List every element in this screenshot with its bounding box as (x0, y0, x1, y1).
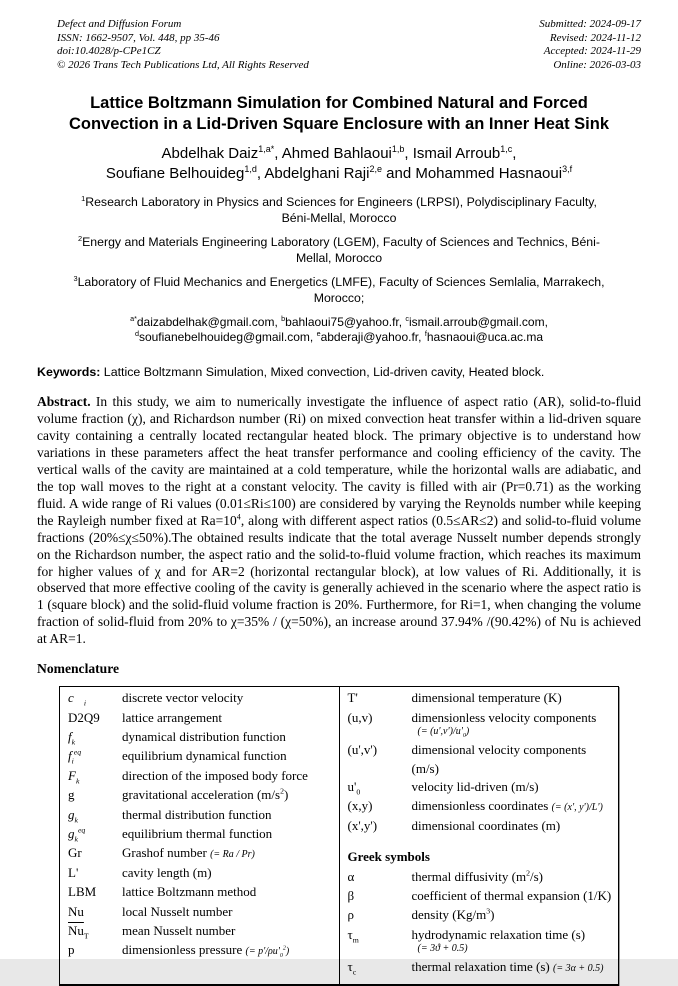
journal-info (37, 18, 309, 73)
symbol: β (347, 888, 355, 904)
affiliation-2 (37, 235, 641, 267)
affiliation-3 (37, 275, 641, 307)
nomenclature-row (348, 906, 615, 925)
submission-dates (539, 18, 641, 73)
submitted-date: Submitted: 2024-09-17 (539, 18, 641, 30)
nomenclature-heading: Nomenclature (37, 661, 120, 677)
greek-symbols-heading: Greek symbols (347, 849, 430, 865)
revised-date: Revised: 2024-11-12 (549, 31, 641, 44)
symbol: Nu (68, 903, 84, 919)
nomenclature-row (348, 709, 615, 728)
symbol: $\tau_m$ (347, 926, 359, 945)
symbol: (x,y) (347, 798, 373, 814)
definition-note: (= $(u',v')/u'_0$) (417, 726, 470, 739)
abstract (37, 394, 641, 648)
nomenclature-row (68, 825, 335, 844)
nomenclature-row (348, 848, 615, 867)
accepted-date: Accepted: 2024-11-29 (543, 45, 641, 58)
nomenclature-row (68, 747, 335, 766)
paper-title (37, 93, 641, 135)
definition: equilibrium thermal function (122, 825, 273, 841)
definition: mean Nusselt number (122, 922, 236, 938)
author-emails (37, 315, 641, 347)
definition: Grashof number (= Ra / Pr) (122, 845, 255, 861)
definition: coefficient of thermal expansion (1/K) (411, 888, 612, 904)
emails-line2: $^d$soufianebelhouideg@gmail.com, $^e$abderaji@yahoo.fr, $^f$hasnaoui@uca.ac.ma (134, 329, 544, 345)
affiliation-2-line1: $^2$Energy and Materials Engineering Laboratory (LGEM), Faculty of Sciences and Technics, Béni- (78, 233, 600, 249)
nomenclature-row (348, 741, 615, 778)
nomenclature-row (68, 709, 335, 728)
nomenclature-row (348, 868, 615, 887)
symbol: $F_k$ (68, 767, 80, 786)
keywords-label: Keywords: (37, 365, 101, 380)
definition: equilibrium dynamical function (122, 748, 287, 764)
definition: lattice arrangement (122, 709, 222, 725)
symbol: p (68, 942, 75, 958)
definition: thermal distribution function (122, 806, 272, 822)
nomenclature-row (68, 903, 335, 922)
affiliation-3-line2: Morocco; (313, 290, 365, 305)
definition: cavity length (m) (122, 864, 212, 880)
symbol: (u',v') (347, 742, 378, 758)
nomenclature-right-column (340, 687, 619, 984)
nomenclature-row (348, 958, 615, 977)
symbol: ρ (347, 907, 354, 923)
nomenclature-row (68, 728, 335, 747)
nomenclature-table (59, 686, 619, 986)
copyright-line: © 2026 Trans Tech Publications Ltd, All Rights Reserved (57, 58, 309, 71)
abstract-text: In this study, we aim to numerically investigate the influence of aspect ratio (AR), solid-to-fluid volume fraction (χ), and Richardson number (Ri) on mixed convection heat transfer within a lid-driven square cavity containing a centrally located rectangular heated block. The primary objective is to understand how variations in these parameters affect the heat transfer performance and cooling efficiency of the cavity. The vertical walls of the cavity are maintained at a cold temperature, while the horizontal walls are adiabatic, and the top wall moves to the right at a constant velocity. The cavity is filled with air (Pr=0.71) as the working fluid. A wide range of Ri values (0.01≤Ri≤100) are considered by varying the Reynolds number while keeping the Rayleigh number fixed at $Ra=10^4$, along with different aspect ratios (0.5≤AR≤2) and solid-to-fluid volume fractions (20%≤χ≤50%).The obtained results indicate that the total average Nusselt number depends strongly on the Richardson number, the aspect ratio and the solid-to-fluid volume fraction, which reaches its maximum for higher values of χ and for AR=2 (horizontal rectangular block), at low values of Ri. Additionally, it is observed that more effective cooling of the cavity is generally achieved in the scenario where the aspect ratio is 1 (square block) and the solid-fluid volume fraction is 20%. Furthermore, for Ri=1, when changing the volume fraction of solid-fluid from 20% to χ=35% / (χ=50%), an increase around 37.94% /(90.42%) of Nu is achieved at AR=1. (37, 394, 641, 647)
keywords-text: Lattice Boltzmann Simulation, Mixed convection, Lid-driven cavity, Heated block. (100, 365, 545, 380)
nomenclature-row (68, 767, 335, 786)
nomenclature-row (68, 864, 335, 883)
nomenclature-row (68, 844, 335, 863)
emails-line1: $^{a*}$daizabdelhak@gmail.com, $^b$bahlaoui75@yahoo.fr, $^c$ismail.arroub@gmail.com, (130, 313, 548, 329)
nomenclature-row (68, 941, 335, 960)
symbol: $u'_0$ (347, 779, 361, 797)
definition: dimensional velocity components (m/s) (411, 742, 587, 776)
nomenclature-row (68, 786, 335, 805)
symbol: LBM (68, 884, 97, 900)
keywords (37, 365, 641, 379)
definition: gravitational acceleration $(m/s^2)$ (122, 786, 289, 803)
symbol: $g_k^{eq}$ (68, 825, 86, 844)
paper-title-line2: Convection in a Lid-Driven Square Enclosure with an Inner Heat Sink (68, 114, 610, 133)
symbol: $c⃗_i$ (68, 690, 87, 708)
authors-line1: Abdelhak Daiz$^{1,a*}$, Ahmed Bahlaoui$^{1,b}$, Ismail Arroub$^{1,c}$, (161, 143, 517, 162)
affiliation-1 (37, 195, 641, 227)
definition: dimensional temperature (K) (411, 690, 562, 706)
nomenclature-row (348, 797, 615, 816)
symbol: g (68, 787, 75, 803)
nomenclature-row (68, 883, 335, 902)
definition-note: (= 3ϑ + 0.5) (417, 943, 468, 955)
symbol: $f_k$ (68, 729, 76, 747)
definition: dimensionless velocity components (411, 709, 597, 725)
symbol: L' (68, 864, 79, 880)
definition: lattice Boltzmann method (122, 884, 257, 900)
nomenclature-row (68, 806, 335, 825)
doi-line: doi:10.4028/p-CPe1CZ (57, 45, 161, 58)
online-date: Online: 2026-03-03 (553, 58, 641, 71)
symbol: $g_k$ (68, 806, 78, 825)
nomenclature-row (348, 778, 615, 797)
nomenclature-row (348, 887, 615, 906)
nomenclature-row (68, 922, 335, 941)
journal-name: Defect and Diffusion Forum (57, 18, 182, 30)
abstract-label: Abstract. (37, 394, 91, 410)
symbol: $f_i^{eq}$ (68, 748, 82, 766)
symbol: D2Q9 (68, 709, 100, 725)
definition: thermal relaxation time (s) (= 3α + 0.5) (411, 959, 604, 975)
authors (37, 144, 641, 184)
definition: hydrodynamic relaxation time (s) (411, 926, 586, 942)
definition: velocity lid-driven (m/s) (411, 779, 539, 795)
journal-header (37, 18, 641, 73)
symbol: α (347, 868, 355, 884)
definition: direction of the imposed body force (122, 767, 308, 783)
definition: dynamical distribution function (122, 729, 286, 744)
nomenclature-row (68, 689, 335, 708)
nomenclature-row (348, 689, 615, 708)
symbol: Gr (68, 845, 82, 861)
definition: discrete vector velocity (122, 690, 244, 706)
affiliation-3-line1: $^3$Laboratory of Fluid Mechanics and Energetics (LMFE), Faculty of Sciences Semlalia, Marrakech, (73, 273, 605, 289)
paper-title-line1: Lattice Boltzmann Simulation for Combined Natural and Forced (90, 93, 588, 112)
definition: density $(Kg/m^3)$ (411, 907, 495, 923)
authors-line2: Soufiane Belhouideg$^{1,d}$, Abdelghani Raji$^{2,e}$ and Mohammed Hasnaoui$^{3,f}$ (105, 163, 573, 182)
symbol: $\tau_c$ (347, 959, 357, 977)
affiliations (37, 195, 641, 307)
symbol: T' (347, 690, 358, 706)
nomenclature-row (348, 817, 615, 836)
definition: dimensionless pressure (= $p'/\rho u'_0^2$) (122, 942, 290, 960)
issn-line: ISSN: 1662-9507, Vol. 448, pp 35-46 (57, 31, 220, 44)
definition: dimensional coordinates (m) (411, 817, 561, 833)
nomenclature-left-column (60, 687, 340, 984)
symbol: $\overline{Nu}_T$ (68, 922, 89, 941)
definition: local Nusselt number (122, 903, 233, 919)
definition: thermal diffusivity $(m^2/s)$ (411, 868, 543, 884)
affiliation-2-line2: Mellal, Morocco (295, 250, 383, 265)
nomenclature-row (348, 836, 615, 848)
nomenclature-row (348, 926, 615, 945)
symbol: (x',y') (347, 817, 378, 833)
symbol: (u,v) (347, 709, 373, 725)
definition: dimensionless coordinates (= (x', y')/L') (411, 798, 603, 814)
affiliation-1-line1: $^1$Research Laboratory in Physics and Sciences for Engineers (LRPSI), Polydisciplinary Faculty, (81, 193, 597, 209)
affiliation-1-line2: Béni-Mellal, Morocco (281, 210, 397, 225)
